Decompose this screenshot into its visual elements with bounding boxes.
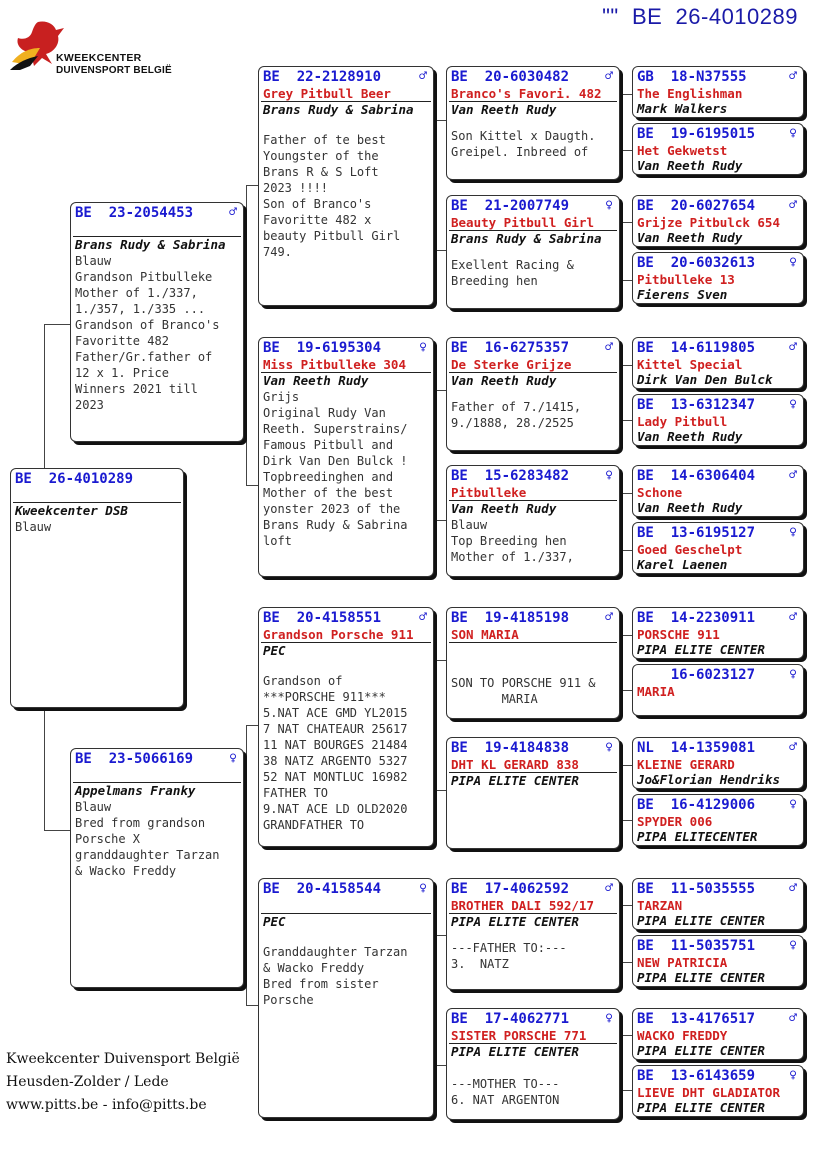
ring-number: BE 11-5035555 ♂ (637, 881, 797, 897)
owner: PEC (263, 914, 286, 929)
owner: Van Reeth Rudy (451, 373, 557, 388)
pedigree-ring-number: "" BE 26-4010289 (602, 4, 798, 29)
male-icon: ♂ (605, 881, 613, 896)
female-icon: ♀ (789, 1068, 797, 1083)
notes: ---MOTHER TO--- 6. NAT ARGENTON (451, 1077, 560, 1107)
subject-card (10, 468, 184, 708)
ring-number: BE 23-5066169 ♀ (75, 751, 237, 767)
pigeon-name: PORSCHE 911 (637, 627, 720, 642)
owner: Fierens Sven (637, 287, 728, 302)
female-icon: ♀ (789, 938, 797, 953)
pigeon-name: Miss Pitbulleke 304 (263, 357, 406, 372)
owner: Dirk Van Den Bulck (637, 372, 773, 387)
notes: Exellent Racing & Breeding hen (451, 258, 574, 288)
pigeon-name: Branco's Favori. 482 (451, 86, 602, 101)
owner: Van Reeth Rudy (451, 501, 557, 516)
owner: Van Reeth Rudy (637, 158, 743, 173)
pigeon-name: Grijze Pitbulck 654 (637, 215, 780, 230)
ring-number: BE 13-6195127 ♀ (637, 525, 797, 541)
color: Grijs (263, 390, 300, 404)
owner: PEC (263, 643, 286, 658)
male-icon: ♂ (789, 340, 797, 355)
logo-subtitle: DUIVENSPORT BELGIË (56, 65, 172, 76)
ring-number: 16-6023127 ♀ (637, 667, 797, 683)
owner: PIPA ELITE CENTER (637, 642, 765, 657)
owner: PIPA ELITE CENTER (637, 970, 765, 985)
notes: Grandson of ***PORSCHE 911*** 5.NAT ACE GMD YL2015 7 NAT CHATEAUR 25617 11 NAT BOURGES 21484 38 NATZ ARGENTO 5327 52 NAT MONTLUC 16982 FATHER TO 9.NAT ACE LD OLD2020 GRANDFATHER TO (263, 674, 408, 832)
male-icon: ♂ (419, 69, 427, 84)
ss-dam-card (446, 195, 620, 309)
ring-number: BE 20-6032613 ♀ (637, 255, 797, 271)
owner: Kweekcenter DSB (15, 503, 128, 518)
female-icon: ♀ (789, 797, 797, 812)
female-icon: ♀ (605, 1011, 613, 1026)
notes: Father of te best Youngster of the Brans R & S Loft 2023 !!!! Son of Branco's Favoritte 482 x beauty Pitbull Girl 749. (263, 133, 401, 259)
g4-card-1 (632, 66, 804, 118)
ring-number: BE 11-5035751 ♀ (637, 938, 797, 954)
owner: Mark Walkers (637, 101, 728, 116)
sd-sire-card (446, 337, 620, 451)
notes: Blauw Top Breeding hen Mother of 1./337, (451, 518, 574, 564)
ring-number: BE 19-4184838 ♀ (451, 740, 613, 756)
male-icon: ♂ (789, 69, 797, 84)
g4-card-14 (632, 935, 804, 987)
pigeon-name: SPYDER 006 (637, 814, 713, 829)
male-icon: ♂ (789, 198, 797, 213)
notes: Bred from grandson Porsche X granddaughter Tarzan & Wacko Freddy (75, 816, 220, 878)
owner: PIPA ELITE CENTER (451, 1044, 579, 1059)
ring-number: BE 19-4185198 ♂ (451, 610, 613, 626)
g4-card-11 (632, 737, 804, 789)
g4-card-13 (632, 878, 804, 930)
notes: ---FATHER TO:--- 3. NATZ (451, 941, 567, 971)
g4-card-16 (632, 1065, 804, 1117)
owner: PIPA ELITECENTER (637, 829, 758, 844)
pigeon-name: SISTER PORSCHE 771 (451, 1028, 587, 1043)
ring-number: BE 13-4176517 ♂ (637, 1011, 797, 1027)
color: Blauw (75, 800, 112, 814)
female-icon: ♀ (605, 740, 613, 755)
notes: Granddaughter Tarzan & Wacko Freddy Bred from sister Porsche (263, 945, 408, 1007)
dam-sire-card (258, 607, 434, 847)
female-icon: ♀ (789, 397, 797, 412)
female-icon: ♀ (419, 881, 427, 896)
pigeon-name: WACKO FREDDY (637, 1028, 728, 1043)
ring-number: BE 20-6027654 ♂ (637, 198, 797, 214)
male-icon: ♂ (789, 1011, 797, 1026)
sire-sire-card (258, 66, 434, 306)
pigeon-name: Schone (637, 485, 683, 500)
male-icon: ♂ (789, 881, 797, 896)
pigeon-name: Kittel Special (637, 357, 743, 372)
ring-number: BE 14-6119805 ♂ (637, 340, 797, 356)
ring-number: BE 19-6195015 ♀ (637, 126, 797, 142)
logo (8, 18, 178, 84)
pigeon-name: MARIA (637, 684, 675, 699)
color: Blauw (75, 254, 112, 268)
ring-number: BE 23-2054453 ♂ (75, 205, 237, 221)
ring-number: BE 14-2230911 ♂ (637, 610, 797, 626)
owner: Jo&Florian Hendriks (637, 772, 780, 787)
owner: Brans Rudy & Sabrina (75, 237, 226, 252)
pigeon-name: Het Gekwetst (637, 143, 728, 158)
female-icon: ♀ (605, 198, 613, 213)
ds-sire-card (446, 607, 620, 719)
dam-card (70, 748, 244, 988)
male-icon: ♂ (419, 610, 427, 625)
notes: Grandson Pitbulleke Mother of 1./337, 1./357, 1./335 ... Grandson of Branco's Favoritte 482 Father/Gr.father of 12 x 1. Price Winners 2021 till 2023 (75, 270, 220, 412)
ring-number: BE 14-6306404 ♂ (637, 468, 797, 484)
pigeon-name: The Englishman (637, 86, 743, 101)
notes: Son Kittel x Daugth. Greipel. Inbreed of (451, 129, 596, 159)
ds-dam-card (446, 737, 620, 849)
ring-number: BE 17-4062592 ♂ (451, 881, 613, 897)
ring-number: BE 21-2007749 ♀ (451, 198, 613, 214)
notes: Father of 7./1415, 9./1888, 28./2525 (451, 400, 582, 430)
owner: PIPA ELITE CENTER (451, 773, 579, 788)
owner: PIPA ELITE CENTER (637, 1100, 765, 1115)
ring-number: BE 16-4129006 ♀ (637, 797, 797, 813)
pigeon-name: Grandson Porsche 911 (263, 627, 414, 642)
footer (6, 1048, 240, 1117)
footer-contact: www.pitts.be - info@pitts.be (6, 1097, 207, 1113)
male-icon: ♂ (605, 69, 613, 84)
g4-card-5 (632, 337, 804, 389)
female-icon: ♀ (789, 525, 797, 540)
pigeon-name: TARZAN (637, 898, 683, 913)
g4-card-9 (632, 607, 804, 659)
g4-card-2 (632, 123, 804, 175)
pigeon-name: Pitbulleke (451, 485, 527, 500)
dd-sire-card (446, 878, 620, 990)
owner: Brans Rudy & Sabrina (263, 102, 414, 117)
g4-card-7 (632, 465, 804, 517)
ring-number: BE 26-4010289 (15, 471, 134, 487)
pigeon-name: Pitbulleke 13 (637, 272, 735, 287)
dd-dam-card (446, 1008, 620, 1120)
owner: PIPA ELITE CENTER (637, 913, 765, 928)
owner: Appelmans Franky (75, 783, 196, 798)
ring-number: BE 20-4158544 ♀ (263, 881, 427, 897)
ring-number: BE 15-6283482 ♀ (451, 468, 613, 484)
footer-location: Heusden-Zolder / Lede (6, 1074, 169, 1090)
ss-sire-card (446, 66, 620, 180)
pigeon-name: Grey Pitbull Beer (263, 86, 391, 101)
ring-number: NL 14-1359081 ♂ (637, 740, 797, 756)
owner: Van Reeth Rudy (637, 429, 743, 444)
male-icon: ♂ (229, 205, 237, 220)
male-icon: ♂ (789, 468, 797, 483)
notes: SON TO PORSCHE 911 & MARIA (451, 676, 596, 706)
pigeon-name: DHT KL GERARD 838 (451, 757, 579, 772)
g4-card-3 (632, 195, 804, 247)
owner: Van Reeth Rudy (637, 230, 743, 245)
owner: PIPA ELITE CENTER (451, 914, 579, 929)
male-icon: ♂ (789, 740, 797, 755)
pigeon-name (259, 898, 433, 913)
g4-card-12 (632, 794, 804, 846)
pigeon-name: Lady Pitbull (637, 414, 728, 429)
g4-card-10 (632, 664, 804, 716)
notes: Original Rudy Van Reeth. Superstrains/ Famous Pitbull and Dirk Van Den Bulck ! Topbreedinghen and Mother of the best yonster 2023 of the Brans Rudy & Sabrina loft (263, 406, 408, 548)
ring-number: BE 20-6030482 ♂ (451, 69, 613, 85)
sire-dam-card (258, 337, 434, 577)
male-icon: ♂ (605, 340, 613, 355)
pigeon-name: Goed Geschelpt (637, 542, 743, 557)
pigeon-name: De Sterke Grijze (451, 357, 572, 372)
pigeon-name: LIEVE DHT GLADIATOR (637, 1085, 780, 1100)
logo-title: KWEEKCENTER (56, 52, 142, 64)
owner: PIPA ELITE CENTER (637, 1043, 765, 1058)
ring-number: BE 17-4062771 ♀ (451, 1011, 613, 1027)
g4-card-6 (632, 394, 804, 446)
owner: Karel Laenen (637, 557, 728, 572)
footer-company: Kweekcenter Duivensport België (6, 1051, 240, 1067)
owner: Van Reeth Rudy (637, 500, 743, 515)
g4-card-15 (632, 1008, 804, 1060)
owner: Brans Rudy & Sabrina (451, 231, 602, 246)
ring-number: BE 19-6195304 ♀ (263, 340, 427, 356)
ring-number: BE 16-6275357 ♂ (451, 340, 613, 356)
female-icon: ♀ (789, 667, 797, 682)
ring-number: BE 13-6143659 ♀ (637, 1068, 797, 1084)
pigeon-name: SON MARIA (451, 627, 519, 642)
ring-number: GB 18-N37555 ♂ (637, 69, 797, 85)
male-icon: ♂ (789, 610, 797, 625)
ring-number: BE 22-2128910 ♂ (263, 69, 427, 85)
ring-number: BE 13-6312347 ♀ (637, 397, 797, 413)
female-icon: ♀ (605, 468, 613, 483)
female-icon: ♀ (229, 751, 237, 766)
owner: Van Reeth Rudy (263, 373, 369, 388)
g4-card-8 (632, 522, 804, 574)
pigeon-name: NEW PATRICIA (637, 955, 728, 970)
dam-dam-card (258, 878, 434, 1118)
sire-card (70, 202, 244, 442)
owner: Van Reeth Rudy (451, 102, 557, 117)
male-icon: ♂ (605, 610, 613, 625)
female-icon: ♀ (789, 255, 797, 270)
g4-card-4 (632, 252, 804, 304)
sd-dam-card (446, 465, 620, 577)
pigeon-name: KLEINE GERARD (637, 757, 735, 772)
pigeon-name: BROTHER DALI 592/17 (451, 898, 594, 913)
color: Blauw (15, 520, 52, 534)
ring-number: BE 20-4158551 ♂ (263, 610, 427, 626)
pigeon-name: Beauty Pitbull Girl (451, 215, 594, 230)
female-icon: ♀ (419, 340, 427, 355)
female-icon: ♀ (789, 126, 797, 141)
